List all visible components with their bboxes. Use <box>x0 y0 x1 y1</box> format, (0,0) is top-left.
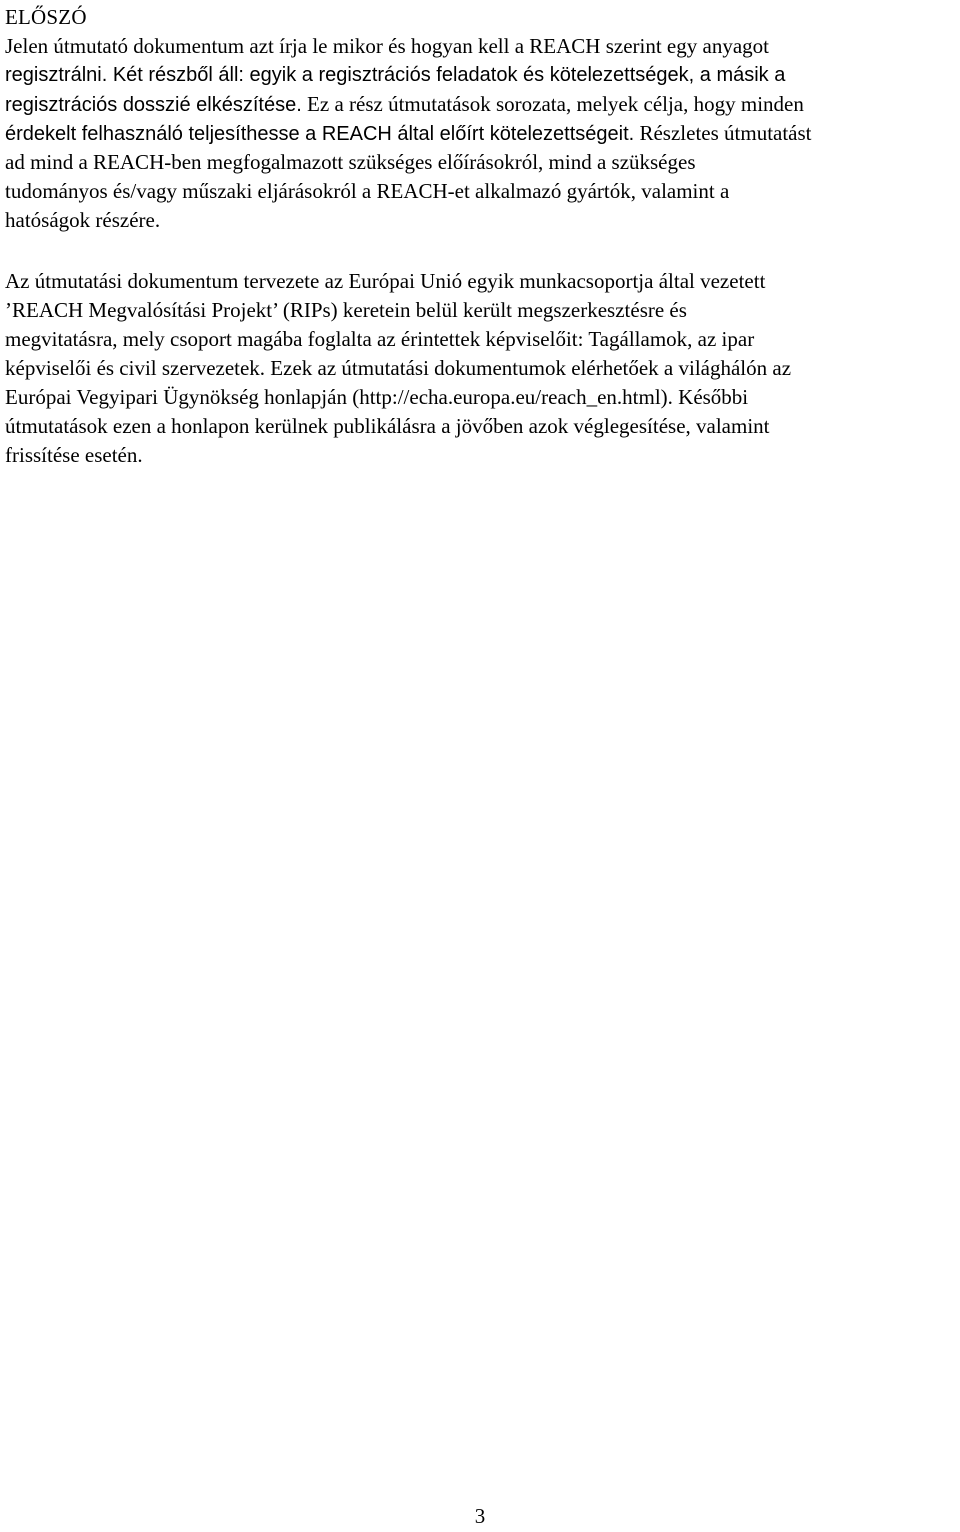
paragraph-line: Európai Vegyipari Ügynökség honlapján (http://echa.europa.eu/reach_en.html). Későbbi <box>5 385 749 409</box>
line-segment: érdekelt felhasználó teljesíthesse a REACH által előírt kötelezettségeit. <box>5 123 635 145</box>
paragraph-line: útmutatások ezen a honlapon kerülnek publikálásra a jövőben azok véglegesítése, valamint <box>5 414 770 438</box>
paragraph-line: regisztrálni. Két részből áll: egyik a regisztrációs feladatok és kötelezettségek, a másik a <box>5 64 786 86</box>
paragraph-line: megvitatásra, mely csoport magába foglalta az érintettek képviselőit: Tagállamok, az ipar <box>5 327 755 351</box>
paragraph-line <box>5 90 812 119</box>
page-number: 3 <box>474 1504 486 1528</box>
paragraph-line: hatóságok részére. <box>5 208 161 232</box>
section-heading: ELŐSZÓ <box>5 5 87 29</box>
paragraph-line <box>5 119 812 148</box>
line-segment: Ez a rész útmutatások sorozata, melyek célja, hogy minden <box>301 92 804 116</box>
paragraph-preface-2 <box>5 267 791 470</box>
paragraph-line: frissítése esetén. <box>5 443 143 467</box>
paragraph-preface-1 <box>5 32 812 235</box>
line-segment: Részletes útmutatást <box>634 121 812 145</box>
paragraph-line: Az útmutatási dokumentum tervezete az Európai Unió egyik munkacsoportja által vezetett <box>5 269 766 293</box>
paragraph-line: tudományos és/vagy műszaki eljárásokról a REACH-et alkalmazó gyártók, valamint a <box>5 179 730 203</box>
paragraph-line: ad mind a REACH-ben megfogalmazott szükséges előírásokról, mind a szükséges <box>5 150 696 174</box>
line-segment: regisztrációs dosszié elkészítése. <box>5 94 302 116</box>
paragraph-line: Jelen útmutató dokumentum azt írja le mikor és hogyan kell a REACH szerint egy anyagot <box>5 34 769 58</box>
paragraph-line: képviselői és civil szervezetek. Ezek az útmutatási dokumentumok elérhetőek a világhálón az <box>5 356 792 380</box>
paragraph-line: ’REACH Megvalósítási Projekt’ (RIPs) keretein belül került megszerkesztésre és <box>5 298 687 322</box>
